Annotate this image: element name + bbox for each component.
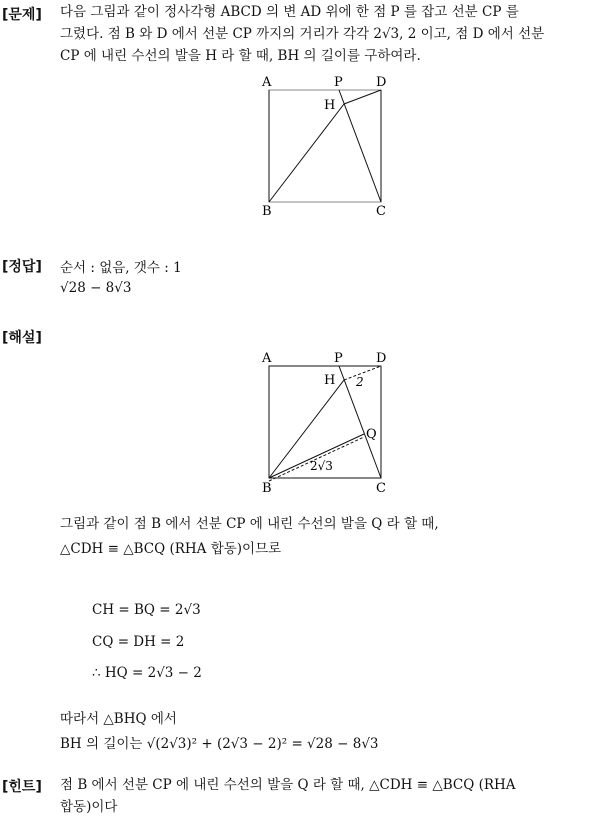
fig1-label-c: C — [376, 204, 386, 218]
fig2-label-b: B — [262, 481, 272, 494]
fig2-label-h: H — [324, 373, 336, 388]
problem-line-1: 다음 그림과 같이 정사각형 ABCD 의 변 AD 위에 한 점 P 를 잡고 선분 CP 를 — [60, 4, 519, 20]
hint-text — [60, 774, 588, 818]
fig1-label-d: D — [376, 75, 387, 90]
problem-line-3: CP 에 내린 수선의 발을 H 라 할 때, BH 의 길이를 구하여라. — [60, 48, 421, 64]
answer-value: √28 − 8√3 — [60, 280, 132, 296]
fig1-label-h: H — [324, 98, 336, 113]
solution-tag: [해설] — [2, 330, 42, 346]
fig2-label-p: P — [334, 351, 343, 366]
solution-eq-1: CH = BQ = 2√3 — [92, 602, 201, 618]
hint-tag: [힌트] — [2, 779, 42, 795]
answer-count-line: 순서 : 없음, 갯수 : 1 — [60, 260, 182, 276]
answer-tag: [정답] — [2, 259, 42, 275]
solution-conclusion-1: 따라서 △BHQ 에서 — [60, 711, 177, 727]
solution-figure — [256, 346, 396, 494]
fig2-label-a: A — [262, 351, 272, 366]
solution-para-1: 그림과 같이 점 B 에서 선분 CP 에 내린 수선의 발을 Q 라 할 때, — [60, 516, 439, 532]
problem-tag: [문제] — [2, 7, 42, 23]
fig2-label-c: C — [376, 481, 386, 494]
problem-figure — [256, 72, 396, 218]
fig2-label-2r3: 2√3 — [310, 459, 333, 473]
solution-eq-3: ∴ HQ = 2√3 − 2 — [92, 665, 202, 681]
problem-line-2: 그렸다. 점 B 와 D 에서 선분 CP 까지의 거리가 각각 2√3, 2 이고, 점 D 에서 선분 — [60, 26, 545, 42]
solution-conclusion-2: BH 의 길이는 √(2√3)² + (2√3 − 2)² = √28 − 8√3 — [60, 736, 379, 752]
fig2-label-d: D — [376, 351, 387, 366]
solution-eq-2: CQ = DH = 2 — [92, 634, 185, 650]
problem-text — [60, 1, 588, 67]
fig2-label-2: 2 — [356, 375, 364, 389]
hint-line-1: 점 B 에서 선분 CP 에 내린 수선의 발을 Q 라 할 때, △CDH ≡ △BCQ (RHA — [60, 777, 516, 793]
fig1-label-b: B — [262, 204, 272, 218]
fig2-label-q: Q — [366, 427, 377, 442]
fig1-label-p: P — [334, 75, 343, 90]
solution-para-2: △CDH ≡ △BCQ (RHA 합동)이므로 — [60, 541, 282, 557]
fig1-label-a: A — [262, 75, 272, 90]
hint-line-2: 합동)이다 — [60, 799, 118, 815]
